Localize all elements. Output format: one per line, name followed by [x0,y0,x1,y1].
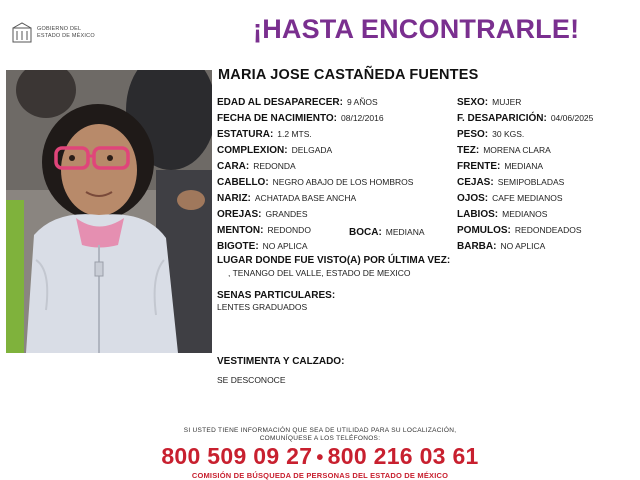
field-label: BIGOTE: [217,241,259,252]
field-nariz [217,191,356,205]
field-label: NARIZ: [217,193,251,204]
field-estatura [217,127,312,141]
photo-illustration [6,70,212,353]
field-value: MEDIANOS [502,209,548,219]
field-label: CEJAS: [457,177,494,188]
field-bigote [217,239,308,253]
state-crest-icon [10,22,34,44]
footer-note-line-2: COMUNÍQUESE A LOS TELÉFONOS: [259,435,381,442]
field-value: MEDIANA [385,227,425,237]
field-label: PESO: [457,129,489,140]
field-label: FECHA DE NACIMIENTO: [217,113,337,124]
field-label: F. DESAPARICIÓN: [457,113,547,124]
field-sexo [457,95,521,109]
field-value: REDONDO [267,225,311,235]
field-cara [217,159,296,173]
commission-name: COMISIÓN DE BÚSQUEDA DE PERSONAS DEL ESTADO DE MÉXICO [191,471,449,480]
field-menton [217,223,311,237]
person-name: MARIA JOSE CASTAÑEDA FUENTES [218,67,479,83]
field-value: MUJER [492,97,522,107]
field-label: COMPLEXION: [217,145,288,156]
field-cejas [457,175,564,189]
field-fecha-desaparicion [457,111,593,125]
phone-number-2[interactable]: 800 216 03 61 [327,443,479,469]
field-value: NEGRO ABAJO DE LOS HOMBROS [272,177,414,187]
phone-number-1[interactable]: 800 509 09 27 [161,443,313,469]
phone-numbers [0,443,640,470]
field-value: 1.2 MTS. [277,129,312,139]
field-label: OREJAS: [217,209,262,220]
government-name [37,26,95,40]
field-label: EDAD AL DESAPARECER: [217,97,343,108]
field-value: NO APLICA [262,241,308,251]
field-label: BOCA: [349,227,382,238]
field-value: 04/06/2025 [550,113,594,123]
government-line-2: ESTADO DE MÉXICO [37,33,95,39]
field-tez [457,143,551,157]
field-value: REDONDA [253,161,296,171]
field-label: MENTON: [217,225,264,236]
footer-note-line-1: SI USTED TIENE INFORMACIÓN QUE SEA DE UTILIDAD PARA SU LOCALIZACIÓN, [183,427,457,434]
field-fecha-nacimiento [217,111,384,125]
field-pomulos [457,223,581,237]
last-seen-label: LUGAR DONDE FUE VISTO(A) POR ÚLTIMA VEZ: [217,255,451,266]
missing-person-photo [6,70,212,353]
government-line-1: GOBIERNO DEL [37,26,82,32]
field-value: ACHATADA BASE ANCHA [254,193,357,203]
field-label: POMULOS: [457,225,511,236]
field-value: REDONDEADOS [514,225,582,235]
field-value: CAFE MEDIANOS [492,193,563,203]
clothing-value: SE DESCONOCE [217,375,286,385]
field-value: MEDIANA [504,161,544,171]
clothing-label: VESTIMENTA Y CALZADO: [217,356,345,367]
field-label: CARA: [217,161,250,172]
field-complexion [217,143,332,157]
field-peso [457,127,524,141]
field-boca [349,225,425,239]
government-logo [10,22,110,44]
field-label: LABIOS: [457,209,499,220]
field-label: BARBA: [457,241,497,252]
field-value: 30 KGS. [492,129,525,139]
field-orejas [217,207,308,221]
field-value: 9 AÑOS [346,97,378,107]
field-label: TEZ: [457,145,480,156]
field-value: 08/12/2016 [341,113,384,123]
field-label: ESTATURA: [217,129,274,140]
field-value: SEMIPOBLADAS [497,177,565,187]
particular-marks-label: SENAS PARTICULARES: [217,290,336,301]
field-value: MORENA CLARA [483,145,551,155]
field-value: NO APLICA [500,241,546,251]
field-label: SEXO: [457,97,489,108]
last-seen-value: , TENANGO DEL VALLE, ESTADO DE MEXICO [228,268,411,278]
field-frente [457,159,543,173]
field-label: CABELLO: [217,177,269,188]
headline: ¡HASTA ENCONTRARLE! [253,14,580,44]
field-cabello [217,175,413,189]
separator-dot: • [316,447,324,469]
field-label: FRENTE: [457,161,501,172]
field-ojos [457,191,563,205]
field-value: GRANDES [265,209,308,219]
field-labios [457,207,547,221]
field-value: DELGADA [291,145,333,155]
field-edad [217,95,378,109]
field-barba [457,239,545,253]
particular-marks-value: LENTES GRADUADOS [217,302,308,312]
field-label: OJOS: [457,193,489,204]
